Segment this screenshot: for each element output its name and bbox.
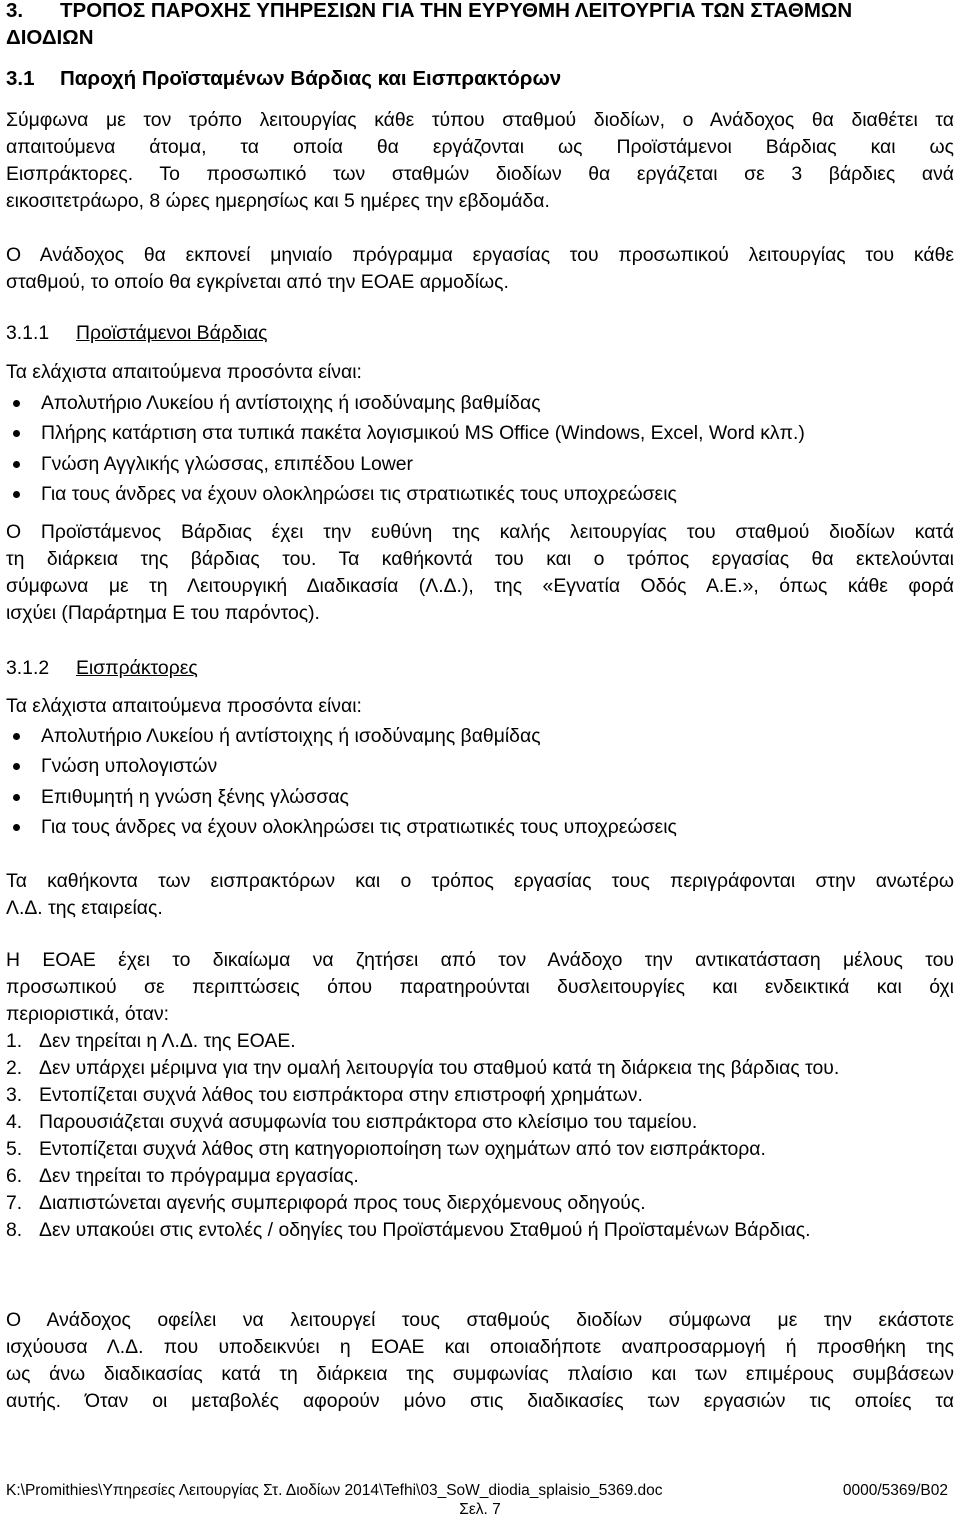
section-3-number: 3. xyxy=(6,0,24,22)
closing-line: Ο Ανάδοχος οφείλει να λειτουργεί τους σταθμούς διοδίων σύμφωνα με την εκάστοτε xyxy=(6,1309,954,1331)
section-3-1-1-qualifications xyxy=(0,388,954,509)
list-item: Για τους άνδρες να έχουν ολοκληρώσει τις στρατιωτικές τους υποχρεώσεις xyxy=(0,812,954,842)
list-item xyxy=(6,1217,954,1244)
list-item: Επιθυμητή η γνώση ξένης γλώσσας xyxy=(0,782,954,812)
file-path: K:\Promithies\Υπηρεσίες Λειτουργίας Στ. Διοδίων 2014\Tefhi\03_SoW_diodia_splaisio_5369.doc xyxy=(6,1482,663,1499)
list-item xyxy=(6,1055,954,1082)
section-3-1-1-title: Προϊστάμενοι Βάρδιας xyxy=(76,322,268,344)
list-item: Για τους άνδρες να έχουν ολοκληρώσει τις στρατιωτικές τους υποχρεώσεις xyxy=(0,479,954,509)
item-text: Παρουσιάζεται συχνά ασυμφωνία του εισπράκτορα στο κλείσιμο του ταμείου. xyxy=(39,1111,698,1133)
list-item: Απολυτήριο Λυκείου ή αντίστοιχης ή ισοδύναμης βαθμίδας xyxy=(0,721,954,751)
list-item: Πλήρης κατάρτιση στα τυπικά πακέτα λογισμικού MS Office (Windows, Excel, Word κλπ.) xyxy=(0,418,954,448)
program-line: σταθμού, το οποίο θα εγκρίνεται από την ΕΟΑΕ αρμοδίως. xyxy=(6,271,509,293)
intro-line: Εισπράκτορες. Το προσωπικό των σταθμών διοδίων θα εργάζεται σε 3 βάρδιες ανά xyxy=(6,163,954,185)
section-3-1-2-req-intro: Τα ελάχιστα απαιτούμενα προσόντα είναι: xyxy=(6,695,362,717)
duties-line: Τα καθήκοντα των εισπρακτόρων και ο τρόπος εργασίας τους περιγράφονται στην ανωτέρω xyxy=(6,870,954,892)
resp-line: ισχύει (Παράρτημα Ε του παρόντος). xyxy=(6,602,320,624)
list-item xyxy=(6,1082,954,1109)
removal-line: προσωπικού σε περιπτώσεις όπου παρατηρούνται δυσλειτουργίες και ενδεικτικά και όχι xyxy=(6,976,954,998)
list-item xyxy=(6,1028,954,1055)
item-text: Δεν υπάρχει μέριμνα για την ομαλή λειτουργία του σταθμού κατά τη διάρκεια της βάρδιας του. xyxy=(39,1057,840,1079)
section-3-1-1-number: 3.1.1 xyxy=(6,322,50,344)
list-item: Γνώση υπολογιστών xyxy=(0,751,954,781)
section-3-1-1-req-intro: Τα ελάχιστα απαιτούμενα προσόντα είναι: xyxy=(6,361,362,383)
item-number: 6. xyxy=(6,1165,23,1187)
duties-line: Λ.Δ. της εταιρείας. xyxy=(6,897,163,919)
document-code: 0000/5369/Β02 xyxy=(842,1482,948,1499)
item-number: 7. xyxy=(6,1192,23,1214)
section-3-1-2-title: Εισπράκτορες xyxy=(76,657,198,679)
item-number: 8. xyxy=(6,1219,23,1241)
item-number: 4. xyxy=(6,1111,23,1133)
removal-line: περιοριστικά, όταν: xyxy=(6,1003,170,1025)
section-3-1-2-heading xyxy=(6,655,954,682)
removal-conditions-list xyxy=(6,1028,954,1244)
list-item xyxy=(6,1136,954,1163)
section-3-1-2-number: 3.1.2 xyxy=(6,657,50,679)
item-number: 3. xyxy=(6,1084,23,1106)
resp-line: τη διάρκεια της βάρδιας του. Τα καθήκοντά του και ο τρόπος εργασίας θα εκτελούνται xyxy=(6,548,954,570)
list-item xyxy=(6,1190,954,1217)
removal-paragraph xyxy=(6,947,954,1028)
section-3-1-2-qualifications xyxy=(0,721,954,842)
intro-line: Σύμφωνα με τον τρόπο λειτουργίας κάθε τύπου σταθμού διοδίων, ο Ανάδοχος θα διαθέτει τα xyxy=(6,109,954,131)
closing-line: ως άνω διαδικασίας κατά τη διάρκεια της συμφωνίας πλαίσιο και των επιμέρους συμβάσεων xyxy=(6,1363,954,1385)
section-3-1-title: Παροχή Προϊσταμένων Βάρδιας και Εισπρακτόρων xyxy=(60,67,562,90)
item-number: 5. xyxy=(6,1138,23,1160)
item-text: Διαπιστώνεται αγενής συμπεριφορά προς τους διερχόμενους οδηγούς. xyxy=(39,1192,646,1214)
item-text: Εντοπίζεται συχνά λάθος στη κατηγοριοποίηση των οχημάτων από τον εισπράκτορα. xyxy=(39,1138,766,1160)
page-number: Σελ. 7 xyxy=(459,1501,501,1518)
item-text: Δεν τηρείται η Λ.Δ. της ΕΟΑΕ. xyxy=(39,1030,296,1052)
program-paragraph xyxy=(6,242,954,296)
section-3-1-number: 3.1 xyxy=(6,67,35,90)
item-number: 1. xyxy=(6,1030,23,1052)
removal-line: Η ΕΟΑΕ έχει το δικαίωμα να ζητήσει από τον Ανάδοχο την αντικατάσταση μέλους του xyxy=(6,949,954,971)
program-line: Ο Ανάδοχος θα εκπονεί μηνιαίο πρόγραμμα εργασίας του προσωπικού λειτουργίας του κάθε xyxy=(6,244,954,266)
closing-paragraph xyxy=(6,1307,954,1415)
intro-paragraph xyxy=(6,107,954,215)
resp-line: σύμφωνα με τη Λειτουργική Διαδικασία (Λ.Δ.), της «Εγνατία Οδός Α.Ε.», όπως κάθε φορά xyxy=(6,575,954,597)
page-footer xyxy=(6,1481,948,1501)
item-text: Δεν τηρείται το πρόγραμμα εργασίας. xyxy=(39,1165,359,1187)
list-item: Απολυτήριο Λυκείου ή αντίστοιχης ή ισοδύναμης βαθμίδας xyxy=(0,388,954,418)
closing-line: αυτής. Όταν οι μεταβολές αφορούν μόνο στις διαδικασίες των εργασιών τις οποίες τα xyxy=(6,1390,954,1412)
section-3-1-1-heading xyxy=(6,320,954,347)
section-3-title-line1: ΤΡΟΠΟΣ ΠΑΡΟΧΗΣ ΥΠΗΡΕΣΙΩΝ ΓΙΑ ΤΗΝ ΕΥΡΥΘΜΗ ΛΕΙΤΟΥΡΓΙΑ ΤΩΝ ΣΤΑΘΜΩΝ xyxy=(60,0,853,22)
item-number: 2. xyxy=(6,1057,23,1079)
item-text: Δεν υπακούει στις εντολές / οδηγίες του Προϊστάμενου Σταθμού ή Προϊσταμένων Βάρδιας. xyxy=(39,1219,811,1241)
collectors-duties-paragraph xyxy=(6,868,954,922)
section-3-1-heading xyxy=(6,65,954,92)
section-3-title-line2: ΔΙΟΔΙΩΝ xyxy=(6,26,94,49)
list-item xyxy=(6,1109,954,1136)
intro-line: απαιτούμενα άτομα, τα οποία θα εργάζονται ως Προϊστάμενοι Βάρδιας και ως xyxy=(6,136,954,158)
item-text: Εντοπίζεται συχνά λάθος του εισπράκτορα στην επιστροφή χρημάτων. xyxy=(39,1084,643,1106)
closing-line: ισχύουσα Λ.Δ. που υποδεικνύει η ΕΟΑΕ και οποιαδήποτε αναπροσαρμογή ή προσθήκη της xyxy=(6,1336,954,1358)
intro-line: εικοσιτετράωρο, 8 ώρες ημερησίως και 5 ημέρες την εβδομάδα. xyxy=(6,190,550,212)
list-item xyxy=(6,1163,954,1190)
shift-supervisor-responsibility xyxy=(6,519,954,627)
section-3-heading xyxy=(6,0,954,51)
resp-line: Ο Προϊστάμενος Βάρδιας έχει την ευθύνη της καλής λειτουργίας του σταθμού διοδίων κατά xyxy=(6,521,954,543)
list-item: Γνώση Αγγλικής γλώσσας, επιπέδου Lower xyxy=(0,449,954,479)
